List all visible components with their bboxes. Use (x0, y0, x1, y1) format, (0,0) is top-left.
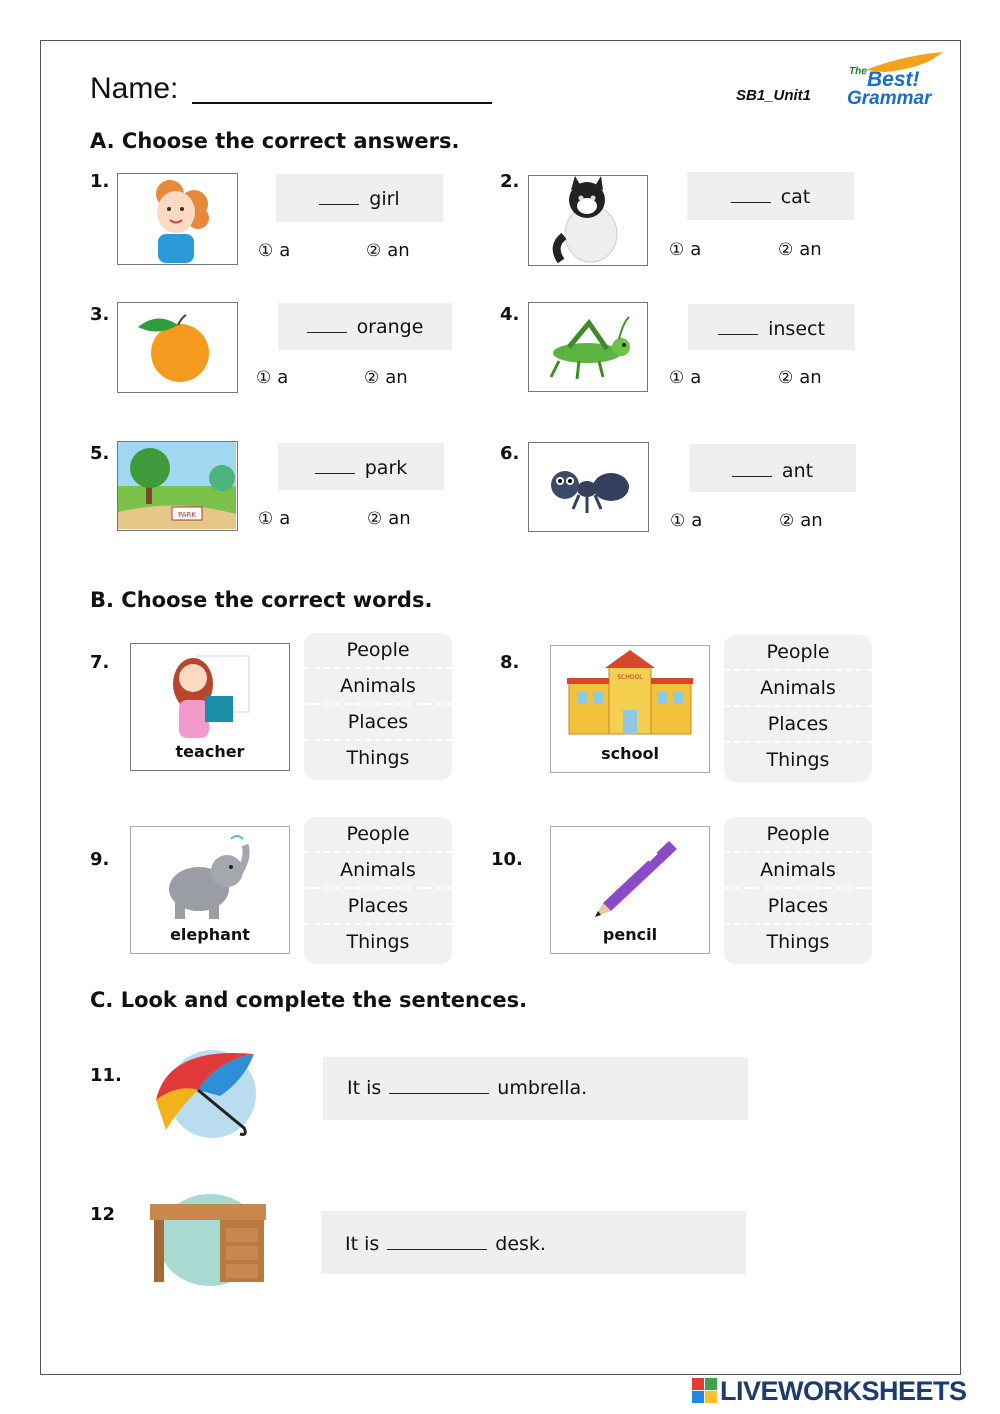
option-a[interactable]: ① a (256, 367, 289, 388)
option-a[interactable]: ① a (258, 508, 291, 529)
question-number: 8. (500, 652, 520, 673)
question-number: 2. (500, 171, 520, 192)
answer-blank[interactable] (319, 190, 359, 205)
answer-blank[interactable] (731, 188, 771, 203)
orange-picture (117, 302, 238, 393)
question-number: 6. (500, 443, 520, 464)
choice-things[interactable]: Things (766, 931, 830, 953)
option-a[interactable]: ① a (669, 367, 702, 388)
answer-blank-box[interactable]: insect (688, 304, 855, 350)
question-number: 3. (90, 304, 110, 325)
choice-animals[interactable]: Animals (304, 669, 452, 705)
option-an[interactable]: ② an (366, 240, 410, 261)
choice-animals[interactable]: Animals (304, 853, 452, 889)
option-an[interactable]: ② an (367, 508, 411, 529)
choice-places[interactable]: Places (304, 705, 452, 741)
section-c-title: C. Look and complete the sentences. (90, 988, 528, 1012)
name-label: Name: (90, 72, 179, 105)
option-an[interactable]: ② an (778, 367, 822, 388)
answer-blank-box[interactable]: girl (276, 174, 443, 222)
choice-people[interactable]: People (724, 635, 872, 671)
picture-label: elephant (170, 925, 250, 944)
school-sign-text: SCHOOL (617, 674, 643, 681)
ant-picture (528, 442, 649, 532)
liveworksheets-wordmark: LIVEWORKSHEETS (720, 1376, 967, 1406)
option-an[interactable]: ② an (364, 367, 408, 388)
question-number: 1. (90, 171, 110, 192)
sentence-blank[interactable] (387, 1235, 487, 1250)
liveworksheets-icon (692, 1378, 718, 1404)
question-number: 7. (90, 652, 110, 673)
answer-blank[interactable] (732, 462, 772, 477)
umbrella-picture (148, 1040, 266, 1140)
answer-blank-box[interactable]: cat (687, 172, 854, 220)
sentence-box: It is umbrella. (323, 1057, 748, 1120)
answer-blank[interactable] (315, 459, 355, 474)
school-picture (550, 645, 710, 773)
park-picture (117, 441, 238, 531)
category-choices (304, 817, 452, 964)
option-a[interactable]: ① a (669, 239, 702, 260)
choice-animals[interactable]: Animals (724, 671, 872, 707)
picture-label: school (601, 744, 659, 763)
question-number: 11. (90, 1065, 122, 1086)
option-an[interactable]: ② an (778, 239, 822, 260)
option-an[interactable]: ② an (779, 510, 823, 531)
park-sign-text: PARK (177, 511, 197, 519)
choice-things[interactable]: Things (346, 931, 410, 953)
grasshopper-picture (528, 302, 648, 392)
choice-places[interactable]: Places (724, 889, 872, 925)
answer-blank-box[interactable]: park (278, 443, 444, 490)
sentence-box: It is desk. (321, 1211, 746, 1274)
choice-places[interactable]: Places (724, 707, 872, 743)
answer-blank[interactable] (718, 320, 758, 335)
choice-animals[interactable]: Animals (724, 853, 872, 889)
question-number: 12 (90, 1204, 116, 1225)
category-choices (724, 817, 872, 964)
elephant-picture (130, 826, 290, 954)
section-b-title: B. Choose the correct words. (90, 588, 433, 612)
choice-people[interactable]: People (724, 817, 872, 853)
cat-picture (528, 175, 648, 266)
question-number: 10. (491, 849, 523, 870)
unit-code: SB1_Unit1 (736, 87, 812, 104)
choice-people[interactable]: People (304, 817, 452, 853)
name-input-line[interactable] (192, 102, 492, 104)
choice-things[interactable]: Things (346, 747, 410, 769)
choice-things[interactable]: Things (766, 749, 830, 771)
category-choices (304, 633, 452, 780)
question-number: 5. (90, 443, 110, 464)
choice-people[interactable]: People (304, 633, 452, 669)
answer-blank-box[interactable]: orange (278, 303, 452, 350)
question-number: 4. (500, 304, 520, 325)
picture-label: pencil (602, 925, 658, 944)
section-a-title: A. Choose the correct answers. (90, 129, 460, 153)
sentence-blank[interactable] (389, 1079, 489, 1094)
girl-picture (117, 173, 238, 265)
desk-picture (148, 1190, 270, 1288)
question-number: 9. (90, 849, 110, 870)
option-a[interactable]: ① a (670, 510, 703, 531)
picture-label: teacher (175, 742, 245, 761)
answer-blank-box[interactable]: ant (689, 444, 856, 492)
option-a[interactable]: ① a (258, 240, 291, 261)
teacher-picture (130, 643, 290, 771)
answer-blank[interactable] (307, 318, 347, 333)
pencil-picture (550, 826, 710, 954)
best-grammar-logo: The Best! Grammar (845, 50, 945, 110)
category-choices (724, 635, 872, 782)
choice-places[interactable]: Places (304, 889, 452, 925)
